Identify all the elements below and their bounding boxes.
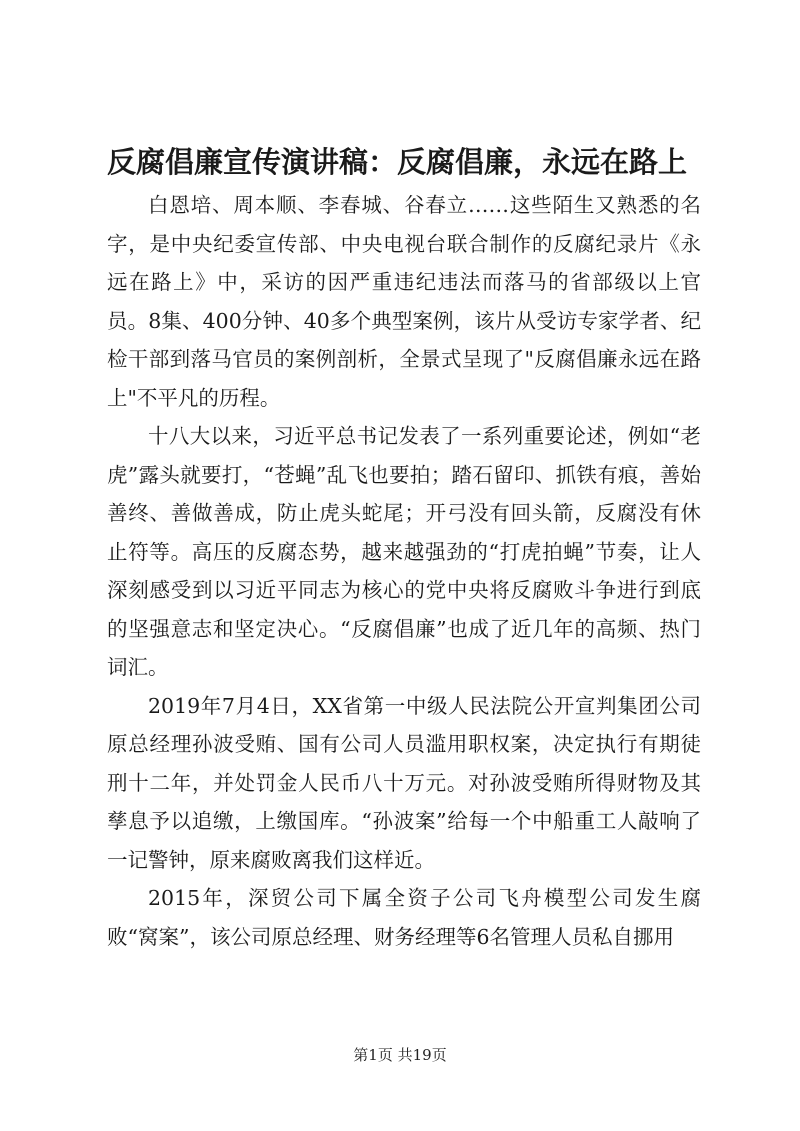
paragraph: 十八大以来，习近平总书记发表了一系列重要论述，例如“老虎”露头就要打，“苍蝇”乱飞也要拍；踏石留印、抓铁有痕，善始善终、善做善成，防止虎头蛇尾；开弓没有回头箭，反腐没有休止符等。高压的反腐态势，越来越强劲的“打虎拍蝇”节奏，让人深刻感受到以习近平同志为核心的党中央将反腐败斗争进行到底的坚强意志和坚定决心。“反腐倡廉”也成了近几年的高频、热门词汇。 xyxy=(107,424,701,679)
paragraph: 2015年，深贸公司下属全资子公司飞舟模型公司发生腐败“窝案”，该公司原总经理、财务经理等6名管理人员私自挪用 xyxy=(107,886,701,949)
document-title: 反腐倡廉宣传演讲稿：反腐倡廉，永远在路上 xyxy=(107,145,688,179)
paragraph: 2019年7月4日，XX省第一中级人民法院公开宣判集团公司原总经理孙波受贿、国有公司人员滥用职权案，决定执行有期徒刑十二年，并处罚金人民币八十万元。对孙波受贿所得财物及其孳息予以追缴，上缴国库。“孙波案”给每一个中船重工人敲响了一记警钟，原来腐败离我们这样近。 xyxy=(107,693,701,872)
paragraph: 白恩培、周本顺、李春城、谷春立……这些陌生又熟悉的名字，是中央纪委宣传部、中央电视台联合制作的反腐纪录片《永远在路上》中，采访的因严重违纪违法而落马的省部级以上官员。8集、400分钟、40多个典型案例，该片从受访专家学者、纪检干部到落马官员的案例剖析，全景式呈现了"反腐倡廉永远在路上"不平凡的历程。 xyxy=(107,193,701,410)
document-body xyxy=(107,186,701,956)
page-footer: 第1页 共19页 xyxy=(353,1046,447,1064)
